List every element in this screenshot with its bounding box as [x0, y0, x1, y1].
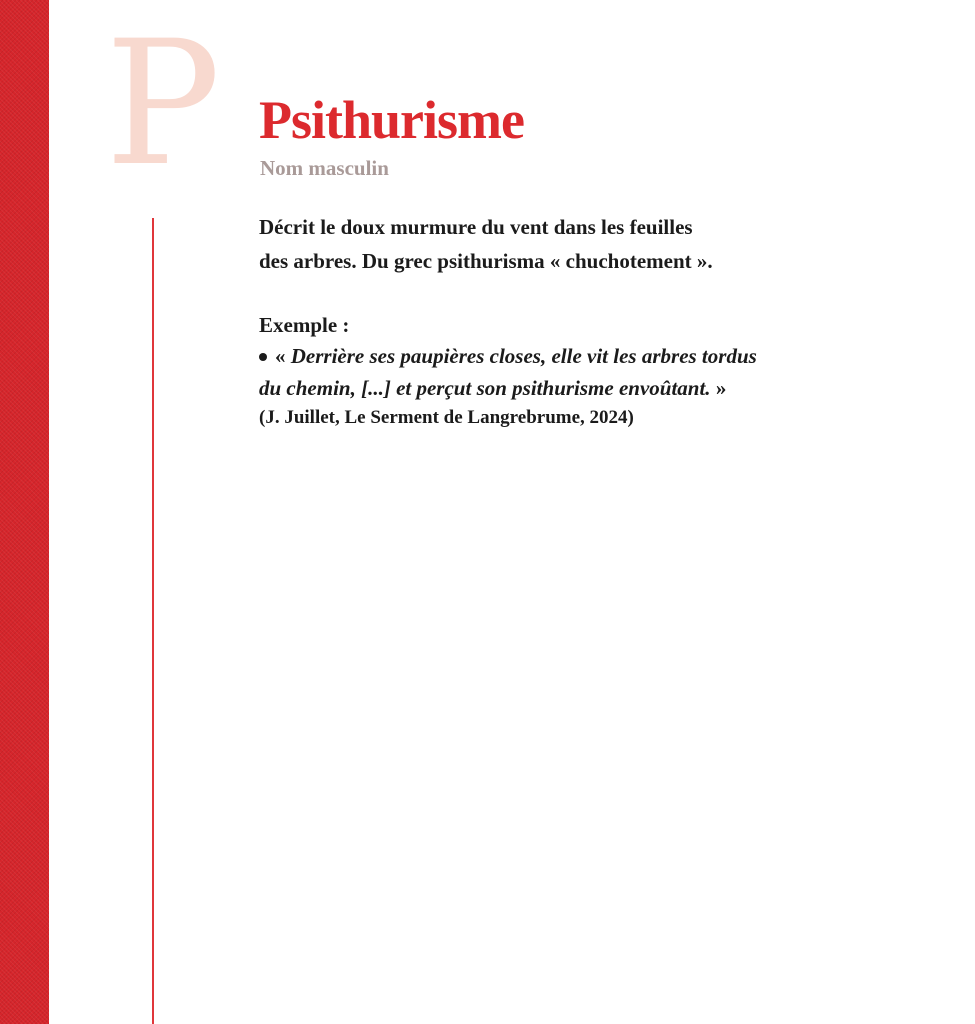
definition-line: Décrit le doux murmure du vent dans les feuilles [259, 215, 693, 239]
drop-letter: P [105, 3, 221, 204]
headword: Psithurisme [259, 90, 524, 150]
quote-line-2 [259, 372, 757, 404]
side-color-band [0, 0, 49, 1024]
quote-open-mark: « [275, 344, 291, 368]
citation: (J. Juillet, Le Serment de Langrebrume, 2024) [259, 407, 634, 428]
example-label: Exemple : [259, 313, 350, 337]
vertical-rule [152, 218, 154, 1024]
grammatical-category: Nom masculin [260, 156, 389, 180]
quote-text-line-2: du chemin, [...] et perçut son psithurisme envoûtant. [259, 376, 711, 400]
quote-close-mark: » [710, 376, 727, 400]
quote-line-1 [259, 340, 757, 372]
bullet-icon [259, 353, 267, 361]
definition-line: des arbres. Du grec psithurisma « chuchotement ». [259, 249, 713, 273]
example-quote [259, 340, 757, 404]
definition [259, 210, 713, 278]
quote-text-line-1: Derrière ses paupières closes, elle vit les arbres tordus [290, 344, 757, 368]
